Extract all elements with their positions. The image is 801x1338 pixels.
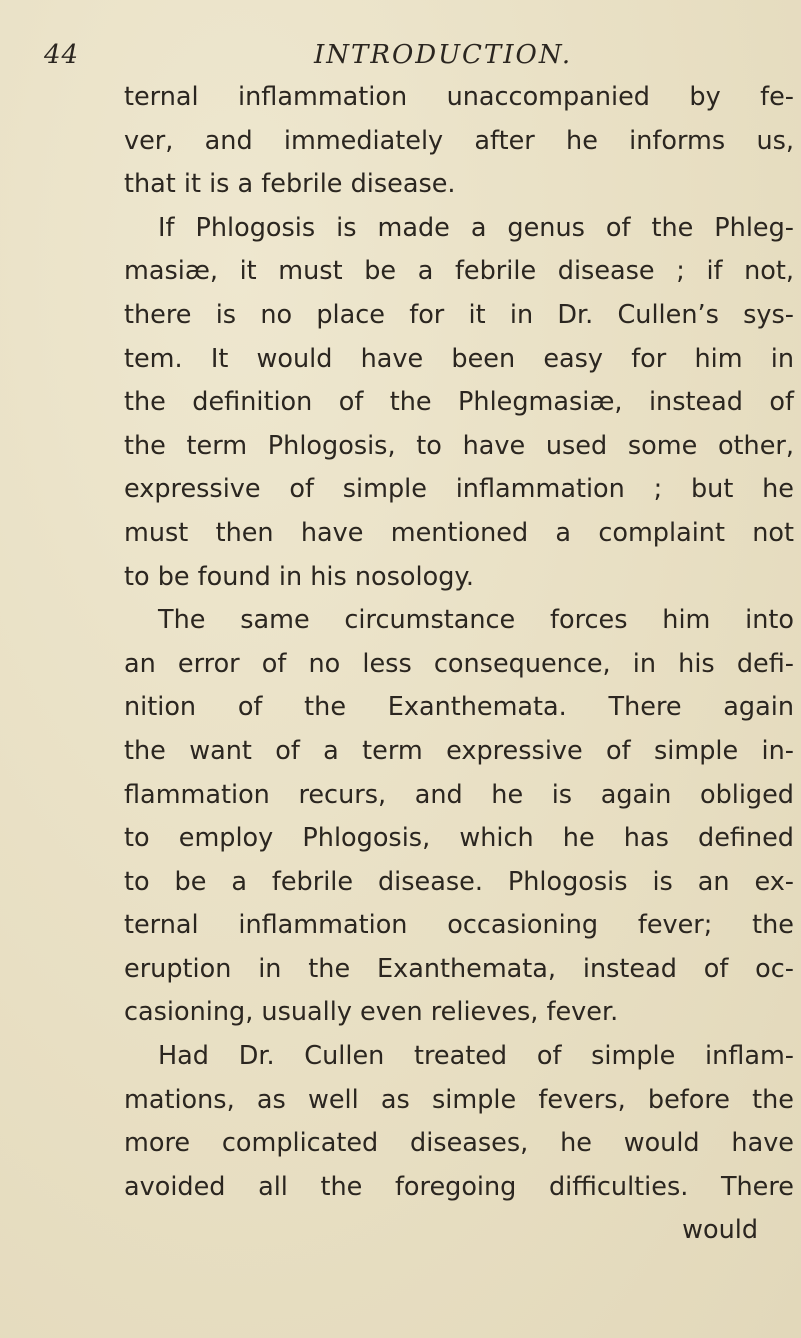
text-line: to be a febrile disease. Phlogosis is an ex- bbox=[124, 866, 794, 897]
text-line: to employ Phlogosis, which he has defined bbox=[124, 823, 794, 854]
text-line: there is no place for it in Dr. Cullen’s sys- bbox=[124, 299, 794, 330]
text-line: an error of no less consequence, in his defi- bbox=[124, 648, 794, 679]
text-line: the definition of the Phlegmasiæ, instead of bbox=[124, 387, 794, 418]
text-line: expressive of simple inflammation ; but he bbox=[124, 474, 794, 505]
text-line: masiæ, it must be a febrile disease ; if not, bbox=[124, 256, 794, 287]
paragraph bbox=[124, 76, 794, 207]
paragraph bbox=[124, 599, 794, 1035]
text-line: nition of the Exanthemata. There again bbox=[124, 692, 794, 723]
text-line: the term Phlogosis, to have used some other, bbox=[124, 430, 794, 461]
text-line: the want of a term expressive of simple in- bbox=[124, 735, 794, 766]
text-line: ternal inflammation unaccompanied by fe- bbox=[124, 82, 794, 112]
paragraph bbox=[124, 1035, 794, 1209]
text-line: tem. It would have been easy for him in bbox=[124, 343, 794, 374]
text-line: must then have mentioned a complaint not bbox=[124, 517, 794, 548]
text-line: eruption in the Exanthemata, instead of oc- bbox=[124, 953, 794, 984]
text-line: ver, and immediately after he informs us, bbox=[124, 125, 794, 156]
text-line: flammation recurs, and he is again obliged bbox=[124, 779, 794, 810]
running-title: INTRODUCTION. bbox=[314, 40, 573, 70]
text-line: The same circumstance forces him into bbox=[158, 605, 794, 636]
text-line: Had Dr. Cullen treated of simple inflam- bbox=[158, 1041, 794, 1072]
running-head bbox=[44, 40, 764, 80]
text-line: to be found in his nosology. bbox=[124, 561, 474, 592]
text-line: that it is a febrile disease. bbox=[124, 169, 456, 200]
text-line: more complicated diseases, he would have bbox=[124, 1128, 794, 1159]
text-line: casioning, usually even relieves, fever. bbox=[124, 997, 619, 1028]
text-line: ternal inflammation occasioning fever; the bbox=[124, 910, 794, 941]
text-line: If Phlogosis is made a genus of the Phleg- bbox=[158, 212, 794, 243]
paragraph bbox=[124, 207, 794, 599]
text-line: avoided all the foregoing difficulties. There bbox=[124, 1171, 794, 1202]
page-number: 44 bbox=[44, 40, 80, 70]
catchword: would bbox=[682, 1215, 758, 1246]
body-text bbox=[124, 76, 794, 1253]
text-line: mations, as well as simple fevers, before the bbox=[124, 1084, 794, 1115]
